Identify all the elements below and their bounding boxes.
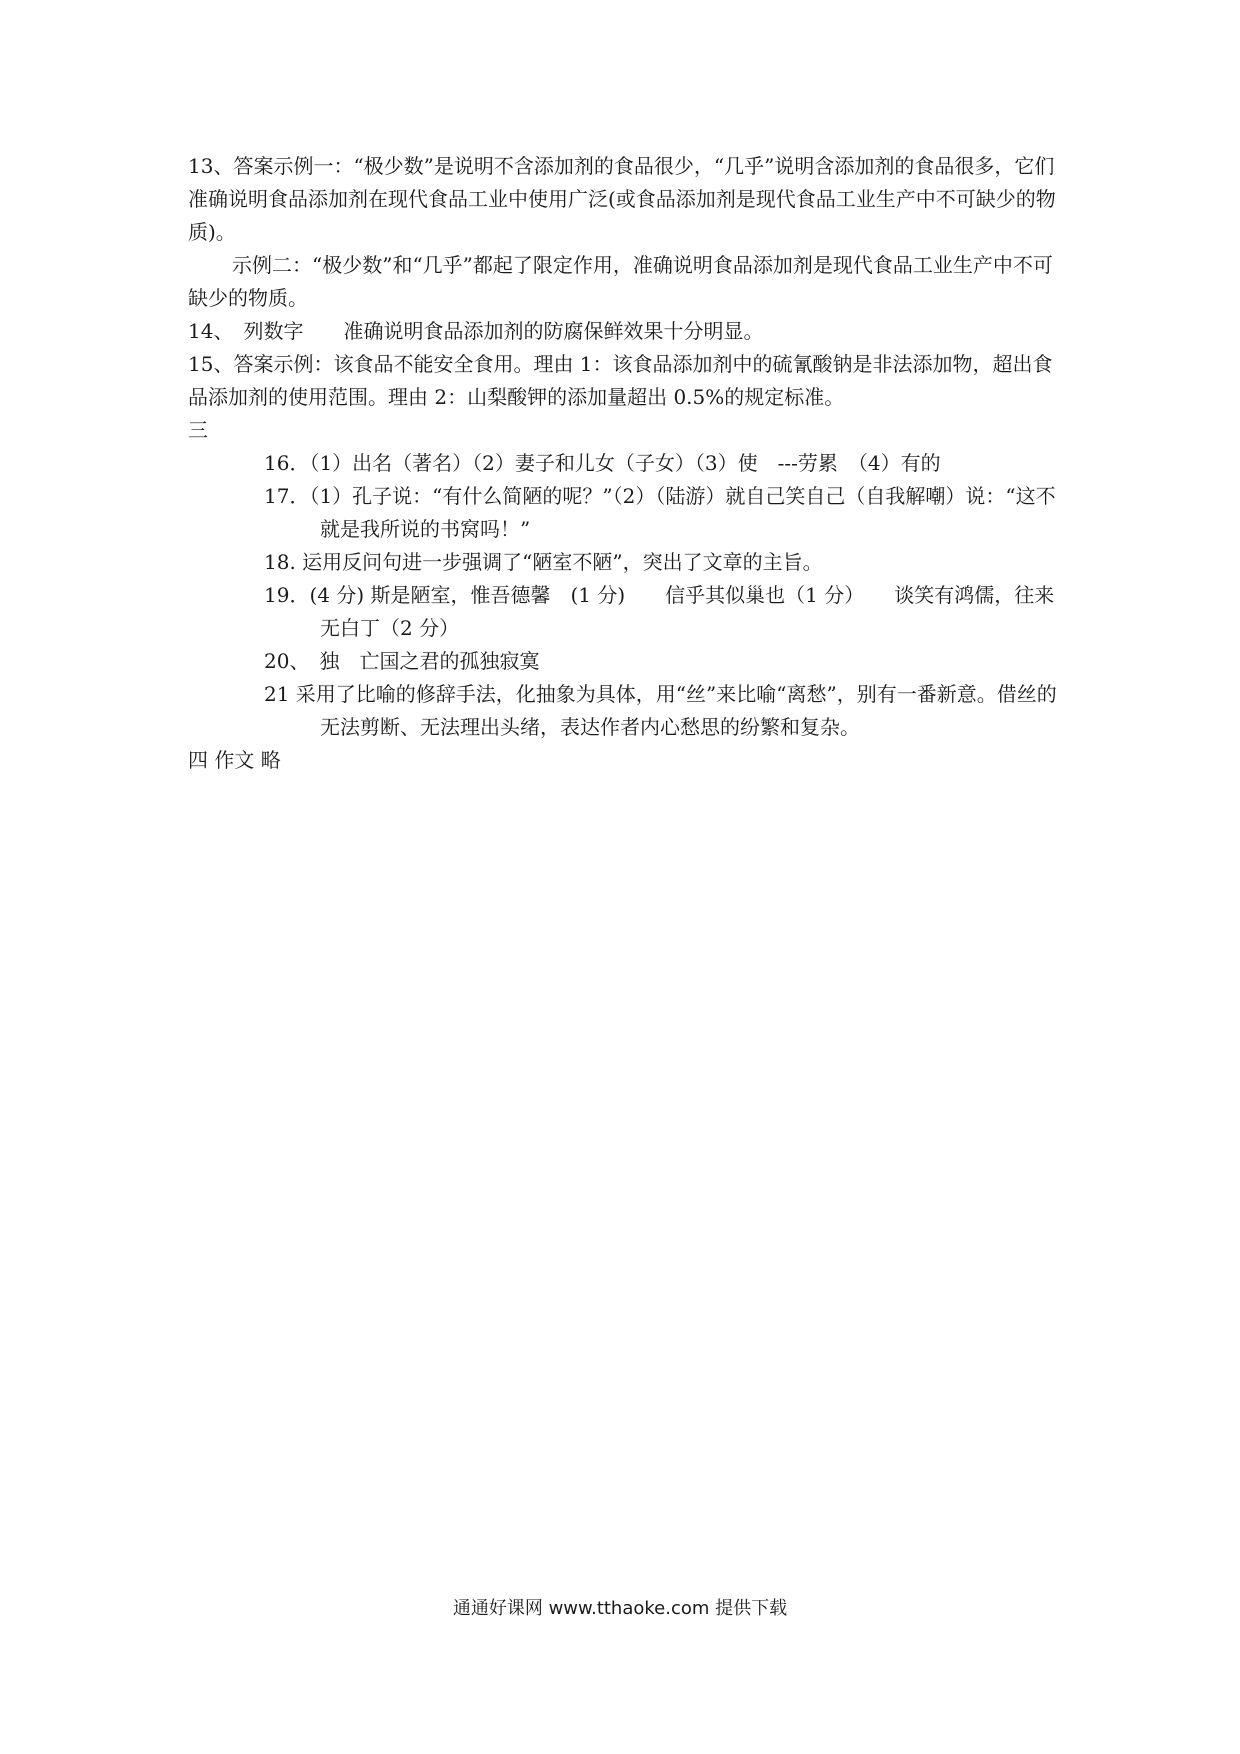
answer-13-example-2: 示例二：“极少数”和“几乎”都起了限定作用，准确说明食品添加剂是现代食品工业生产中不可缺少的物质。	[188, 253, 1053, 310]
answer-20: 20、 独 亡国之君的孤独寂寞	[264, 649, 540, 673]
section-3-heading: 三	[188, 418, 208, 442]
answer-16: 16．（1）出名（著名）（2）妻子和儿女（子女）（3）使 ---劳累 （4）有的	[264, 451, 941, 475]
answer-key-content	[188, 150, 1068, 777]
section-4-essay: 四 作文 略	[188, 748, 281, 772]
answer-17: 17．（1）孔子说：“有什么简陋的呢？”（2）（陆游）就自己笑自己（自我解嘲）说：“这不就是我所说的书窝吗！”	[264, 484, 1056, 541]
answer-21: 21 采用了比喻的修辞手法，化抽象为具体，用“丝”来比喻“离愁”，别有一番新意。借丝的无法剪断、无法理出头绪，表达作者内心愁思的纷繁和复杂。	[264, 682, 1057, 739]
answer-13: 13、答案示例一：“极少数”是说明不含添加剂的食品很少，“几乎”说明含添加剂的食品很多，它们准确说明食品添加剂在现代食品工业中使用广泛(或食品添加剂是现代食品工业生产中不可缺少的物质)。	[188, 154, 1056, 244]
page-footer: 通通好课网 www.tthaoke.com 提供下载	[452, 1598, 788, 1619]
answer-18: 18. 运用反问句进一步强调了“陋室不陋”，突出了文章的主旨。	[264, 550, 823, 574]
answer-14: 14、 列数字 准确说明食品添加剂的防腐保鲜效果十分明显。	[188, 319, 764, 343]
answer-19: 19．(4 分) 斯是陋室，惟吾德馨 (1 分) 信乎其似巢也（1 分） 谈笑有鸿儒，往来无白丁（2 分）	[264, 583, 1055, 640]
answer-15: 15、答案示例：该食品不能安全食用。理由 1：该食品添加剂中的硫氰酸钠是非法添加物，超出食品添加剂的使用范围。理由 2：山梨酸钾的添加量超出 0.5%的规定标准。	[188, 352, 1053, 409]
